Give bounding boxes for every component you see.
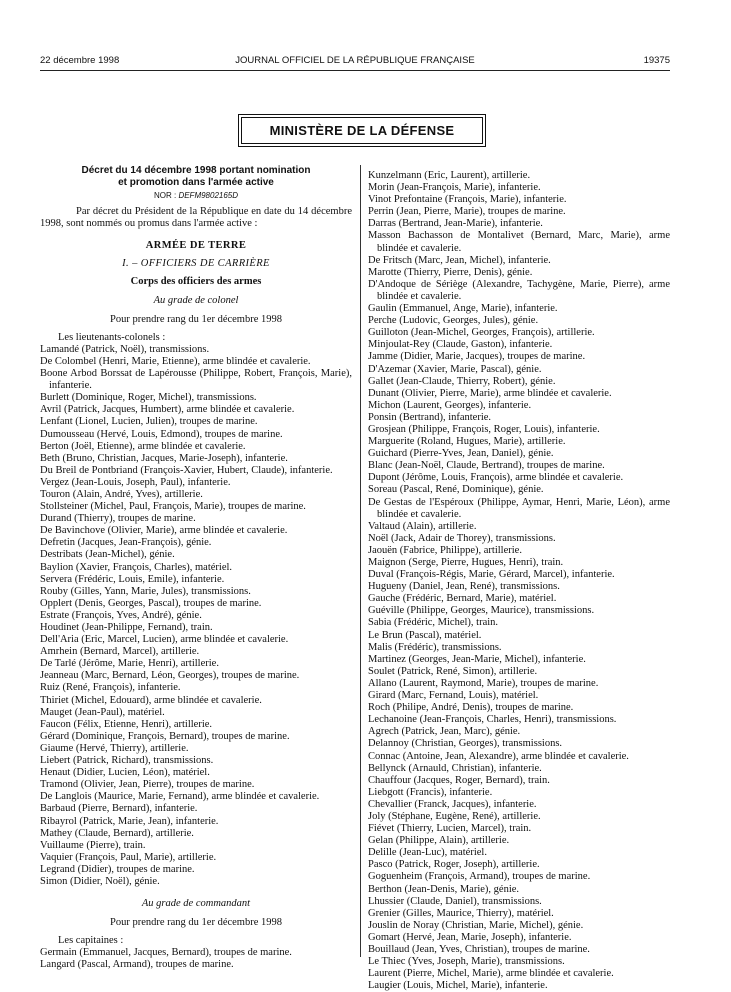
list-item: Burlett (Dominique, Roger, Michel), transmissions. bbox=[40, 392, 257, 404]
list-item: Barbaud (Pierre, Bernard), infanterie. bbox=[40, 803, 198, 815]
list-item: Berthon (Jean-Denis, Marie), génie. bbox=[368, 883, 520, 895]
list-item: Chauffour (Jacques, Roger, Bernard), train. bbox=[368, 774, 550, 786]
list-item: Agrech (Patrick, Jean, Marc), génie. bbox=[368, 726, 521, 738]
commandant-list bbox=[40, 947, 352, 971]
list-item: Joly (Stéphane, Eugène, René), artillerie. bbox=[368, 810, 541, 822]
list-item: Beth (Bruno, Christian, Jacques, Marie-Joseph), infanterie. bbox=[40, 452, 288, 464]
list-item: D'Andoque de Sériège (Alexandre, Tachygène, Marie, Pierre), arme blindée et cavalerie. bbox=[368, 278, 670, 302]
list-item: Huguen​y (Daniel, Jean, René), transmissions. bbox=[368, 581, 560, 593]
list-item: Chevallier (Franck, Jacques), infanterie. bbox=[368, 798, 537, 810]
ministry-box bbox=[241, 117, 483, 144]
list-item: Liebert (Patrick, Richard), transmissions. bbox=[40, 755, 214, 767]
list-item: Du Breil de Pontbriand (François-Xavier, Hubert, Claude), infanterie. bbox=[40, 464, 333, 476]
list-item: Valtaud (Alain), artillerie. bbox=[368, 520, 477, 532]
list-item: Dupont (Jérôme, Louis, François), arme blindée et cavalerie. bbox=[368, 472, 624, 484]
list-item: Destribats (Jean-Michel), génie. bbox=[40, 549, 175, 561]
list-item: Ponsin (Bertrand), infanterie. bbox=[368, 411, 492, 423]
list-item: Maignon (Serge, Pierre, Hugues, Henri), train. bbox=[368, 557, 564, 568]
list-item: Houdinet (Jean-Philippe, Fernand), train. bbox=[40, 622, 213, 633]
list-item: Marguerite (Roland, Hugues, Marie), artillerie. bbox=[368, 436, 566, 448]
list-item: Mauget (Jean-Paul), matériel. bbox=[40, 706, 165, 718]
list-item: Liebgott (Francis), infanterie. bbox=[368, 786, 493, 798]
list-item: Dell'Aria (Eric, Marcel, Lucien), arme blindée et cavalerie. bbox=[40, 634, 289, 646]
nor-reference bbox=[40, 190, 352, 202]
list-item: Jaouën (Fabrice, Philippe), artillerie. bbox=[368, 544, 522, 556]
list-item: Duval (François-Régis, Marie, Gérard, Marcel), infanterie. bbox=[368, 569, 615, 581]
list-item: Delille (Jean-Luc), matériel. bbox=[368, 847, 487, 859]
decree-title-line1: Décret du 14 décembre 1998 portant nomination bbox=[81, 165, 311, 176]
list-item: Pasco (Patrick, Roger, Joseph), artillerie. bbox=[368, 859, 540, 871]
list-item: Giaume (Hervé, Thierry), artillerie. bbox=[40, 742, 189, 754]
list-item: Marotte (Thierry, Pierre, Denis), génie. bbox=[368, 266, 533, 278]
list-item: De Langlois (Maurice, Marie, Fernand), arme blindée et cavalerie. bbox=[40, 791, 320, 803]
list-item: Ribayrol (Patrick, Marie, Jean), infanterie. bbox=[40, 815, 219, 827]
list-item: Bellynck (Arnauld, Christian), infanterie. bbox=[368, 762, 542, 774]
list-item: Stollsteiner (Michel, Paul, François, Marie), troupes de marine. bbox=[40, 501, 306, 513]
list-item: Gallet (Jean-Claude, Thierry, Robert), génie. bbox=[368, 375, 556, 387]
list-item: Lenfant (Lionel, Lucien, Julien), troupes de marine. bbox=[40, 416, 258, 428]
list-item: De Colombel (Henri, Marie, Etienne), arme blindée et cavalerie. bbox=[40, 355, 311, 367]
list-item: Lhussier (Claude, Daniel), transmissions. bbox=[368, 895, 542, 907]
section-heading: I. – OFFICIERS DE CARRIÈRE bbox=[122, 258, 270, 270]
list-item: Soreau (Pascal, René, Dominique), génie. bbox=[368, 484, 544, 496]
list-item: Connac (Antoine, Jean, Alexandre), arme blindée et cavalerie. bbox=[368, 750, 629, 762]
list-item: Martinez (Georges, Jean-Marie, Michel), infanterie. bbox=[368, 653, 586, 665]
decree-title-line2: et promotion dans l'armée active bbox=[118, 177, 274, 188]
colonel-list bbox=[40, 344, 352, 888]
list-item: Servera (Frédéric, Louis, Emile), infanterie. bbox=[40, 573, 225, 585]
list-item: Tramond (Olivier, Jean, Pierre), troupes de marine. bbox=[40, 779, 255, 791]
decree-intro: Par décret du Président de la République en date du 14 décembre 1998, sont nommés ou promus dans l'armée active : bbox=[40, 206, 352, 230]
list-item: Vuillaume (Pierre), train. bbox=[40, 839, 146, 851]
list-item: Vergez (Jean-Louis, Joseph, Paul), infanterie. bbox=[40, 476, 231, 488]
list-item: Gaulin (Emmanuel, Ange, Marie), infanterie. bbox=[368, 303, 558, 315]
list-item: Roch (Philipe, André, Denis), troupes de marine. bbox=[368, 702, 574, 714]
list-item: Jouslin de Noray (Christian, Marie, Michel), génie. bbox=[368, 919, 584, 931]
list-item: Gomart (Hervé, Jean, Marie, Joseph), infanterie. bbox=[368, 931, 572, 943]
list-item: Grosjean (Philippe, François, Roger, Louis), infanterie. bbox=[368, 423, 600, 435]
list-item: Jeanneau (Marc, Bernard, Léon, Georges), troupes de marine. bbox=[40, 670, 300, 682]
list-item: Darras (Bertrand, Jean-Marie), infanterie. bbox=[368, 218, 543, 230]
list-item: Morin (Jean-François, Marie), infanterie. bbox=[368, 182, 541, 194]
list-item: Amrhein (Bernard, Marcel), artillerie. bbox=[40, 646, 200, 658]
list-item: Delannoy (Christian, Georges), transmissions. bbox=[368, 738, 563, 750]
list-item: De Fritsch (Marc, Jean, Michel), infanterie. bbox=[368, 254, 551, 266]
list-item: Thiriet (Michel, Edouard), arme blindée et cavalerie. bbox=[40, 694, 262, 706]
list-item: Perrin (Jean, Pierre, Marie), troupes de marine. bbox=[368, 206, 566, 218]
list-item: Ruiz (René, François), infanterie. bbox=[40, 682, 181, 694]
list-item: Michon (Laurent, Georges), infanterie. bbox=[368, 399, 532, 411]
list-item: Gérard (Dominique, François, Bernard), troupes de marine. bbox=[40, 730, 290, 742]
rang-colonel: Pour prendre rang du 1er décembre 1998 bbox=[109, 313, 283, 325]
list-item: Legrand (Didier), troupes de marine. bbox=[40, 863, 195, 875]
spacer bbox=[40, 888, 352, 898]
right-column bbox=[368, 170, 670, 992]
list-item: Estrate (François, Yves, André), génie. bbox=[40, 609, 202, 621]
list-item: Fiévet (Thierry, Lucien, Marcel), train. bbox=[368, 823, 532, 835]
list-item: Bouillaud (Jean, Yves, Christian), troupes de marine. bbox=[368, 944, 590, 955]
page-number: 19375 bbox=[643, 55, 670, 66]
list-item: Lechanoine (Jean-François, Charles, Henri), transmissions. bbox=[368, 714, 617, 726]
commandant-list-continued bbox=[368, 170, 670, 992]
list-item: Dumousseau (Hervé, Louis, Edmond), troupes de marine. bbox=[40, 428, 283, 440]
list-item: Rouby (Gilles, Yann, Marie, Jules), transmissions. bbox=[40, 585, 251, 597]
capitaines-intro: Les capitaines : bbox=[58, 935, 124, 947]
list-item: De Bavinchove (Olivier, Marie), arme blindée et cavalerie. bbox=[40, 525, 288, 537]
list-item: Opplert (Denis, Georges, Pascal), troupes de marine. bbox=[40, 597, 262, 609]
list-item: Defretin (Jacques, Jean-François), génie. bbox=[40, 537, 212, 549]
list-item: Durand (Thierry), troupes de marine. bbox=[40, 513, 196, 525]
list-item: Minjoulat-Rey (Claude, Gaston), infanterie. bbox=[368, 339, 553, 351]
list-item: Gelan (Philippe, Alain), artillerie. bbox=[368, 835, 510, 847]
list-item: Sabia (Frédéric, Michel), train. bbox=[368, 617, 499, 629]
list-item: Jamme (Didier, Marie, Jacques), troupes de marine. bbox=[368, 351, 586, 363]
list-item: Perche (Ludovic, Georges, Jules), génie. bbox=[368, 315, 539, 327]
list-item: Laugier (Louis, Michel, Marie), infanterie. bbox=[368, 980, 548, 992]
list-item: Soulet (Patrick, René, Simon), artillerie. bbox=[368, 665, 538, 677]
list-item: Vinot Prefontaine (François, Marie), infanterie. bbox=[368, 194, 567, 206]
list-item: Noël (Jack, Adair de Thorey), transmissions. bbox=[368, 532, 556, 544]
left-column bbox=[40, 165, 352, 972]
list-item: Mathey (Claude, Bernard), artillerie. bbox=[40, 827, 194, 839]
list-item: De Tarlé (Jérôme, Marie, Henri), artillerie. bbox=[40, 658, 219, 670]
list-item: Le Thiec (Yves, Joseph, Marie), transmissions. bbox=[368, 956, 565, 968]
list-item: Goguenheim (François, Armand), troupes de marine. bbox=[368, 871, 591, 883]
list-item: Gauche (Frédéric, Bernard, Marie), matériel. bbox=[368, 593, 557, 605]
list-item: Kunzelmann (Eric, Laurent), artillerie. bbox=[368, 170, 531, 181]
grade-colonel-heading: Au grade de colonel bbox=[153, 294, 239, 306]
list-item: Henaut (Didier, Lucien, Léon), matériel. bbox=[40, 767, 210, 779]
journal-title: JOURNAL OFFICIEL DE LA RÉPUBLIQUE FRANÇAISE bbox=[235, 55, 475, 66]
list-item: Blanc (Jean-Noël, Claude, Bertrand), troupes de marine. bbox=[368, 460, 605, 472]
list-item: Guilloton (Jean-Michel, Georges, François), artillerie. bbox=[368, 327, 595, 339]
ministry-title: MINISTÈRE DE LA DÉFENSE bbox=[269, 123, 455, 138]
list-item: Vaquier (François, Paul, Marie), artillerie. bbox=[40, 851, 217, 863]
list-item: Touron (Alain, André, Yves), artillerie. bbox=[40, 488, 203, 500]
list-item: Dunant (Olivier, Pierre, Marie), arme blindée et cavalerie. bbox=[368, 387, 612, 399]
corps-heading: Corps des officiers des armes bbox=[130, 276, 262, 288]
list-item: Grenier (Gilles, Maurice, Thierry), matériel. bbox=[368, 907, 554, 919]
list-item: Avril (Patrick, Jacques, Humbert), arme blindée et cavalerie. bbox=[40, 404, 295, 416]
rang-commandant: Pour prendre rang du 1er décembre 1998 bbox=[109, 917, 283, 929]
list-item: Guichard (Pierre-Yves, Jean, Daniel), génie. bbox=[368, 448, 554, 460]
grade-commandant-heading: Au grade de commandant bbox=[141, 898, 251, 910]
list-item: Masson Bachasson de Montalivet (Bernard, Marc, Marie), arme blindée et cavalerie. bbox=[368, 230, 670, 254]
header-date: 22 décembre 1998 bbox=[40, 55, 120, 66]
list-item: Guéville (Philippe, Georges, Maurice), transmissions. bbox=[368, 605, 595, 617]
list-item: Simon (Didier, Noël), génie. bbox=[40, 875, 160, 887]
list-item: De Gestas de l'Espéroux (Philippe, Aymar, Henri, Marie, Léon), arme blindée et cavalerie. bbox=[368, 496, 670, 520]
list-item: Allano (Laurent, Raymond, Marie), troupes de marine. bbox=[368, 677, 599, 689]
list-item: Girard (Marc, Fernand, Louis), matériel. bbox=[368, 690, 539, 702]
column-divider bbox=[360, 165, 361, 957]
lieutenants-intro: Les lieutenants-colonels : bbox=[58, 331, 166, 343]
list-item: Malis (Frédéric), transmissions. bbox=[368, 641, 502, 653]
list-item: Germain (Emmanuel, Jacques, Bernard), troupes de marine. bbox=[40, 947, 292, 959]
army-heading: ARMÉE DE TERRE bbox=[145, 240, 247, 252]
nor-label: NOR : bbox=[153, 191, 177, 200]
list-item: Boone Arbod Borssat de Lapérousse (Philippe, Robert, François, Marie), infanterie. bbox=[40, 368, 352, 392]
list-item: Faucon (Félix, Etienne, Henri), artillerie. bbox=[40, 718, 213, 730]
list-item: Langard (Pascal, Armand), troupes de marine. bbox=[40, 959, 234, 971]
list-item: Baylion (Xavier, François, Charles), matériel. bbox=[40, 561, 233, 573]
nor-code: DEFM9802165D bbox=[178, 191, 239, 200]
list-item: D'Azemar (Xavier, Marie, Pascal), génie. bbox=[368, 363, 542, 375]
list-item: Laurent (Pierre, Michel, Marie), arme blindée et cavalerie. bbox=[368, 968, 614, 980]
list-item: Le Brun (Pascal), matériel. bbox=[368, 629, 482, 641]
header-rule bbox=[40, 70, 670, 71]
list-item: Berton (Joël, Etienne), arme blindée et cavalerie. bbox=[40, 440, 246, 452]
page-header bbox=[40, 55, 670, 69]
list-item: Lamandé (Patrick, Noël), transmissions. bbox=[40, 343, 210, 355]
